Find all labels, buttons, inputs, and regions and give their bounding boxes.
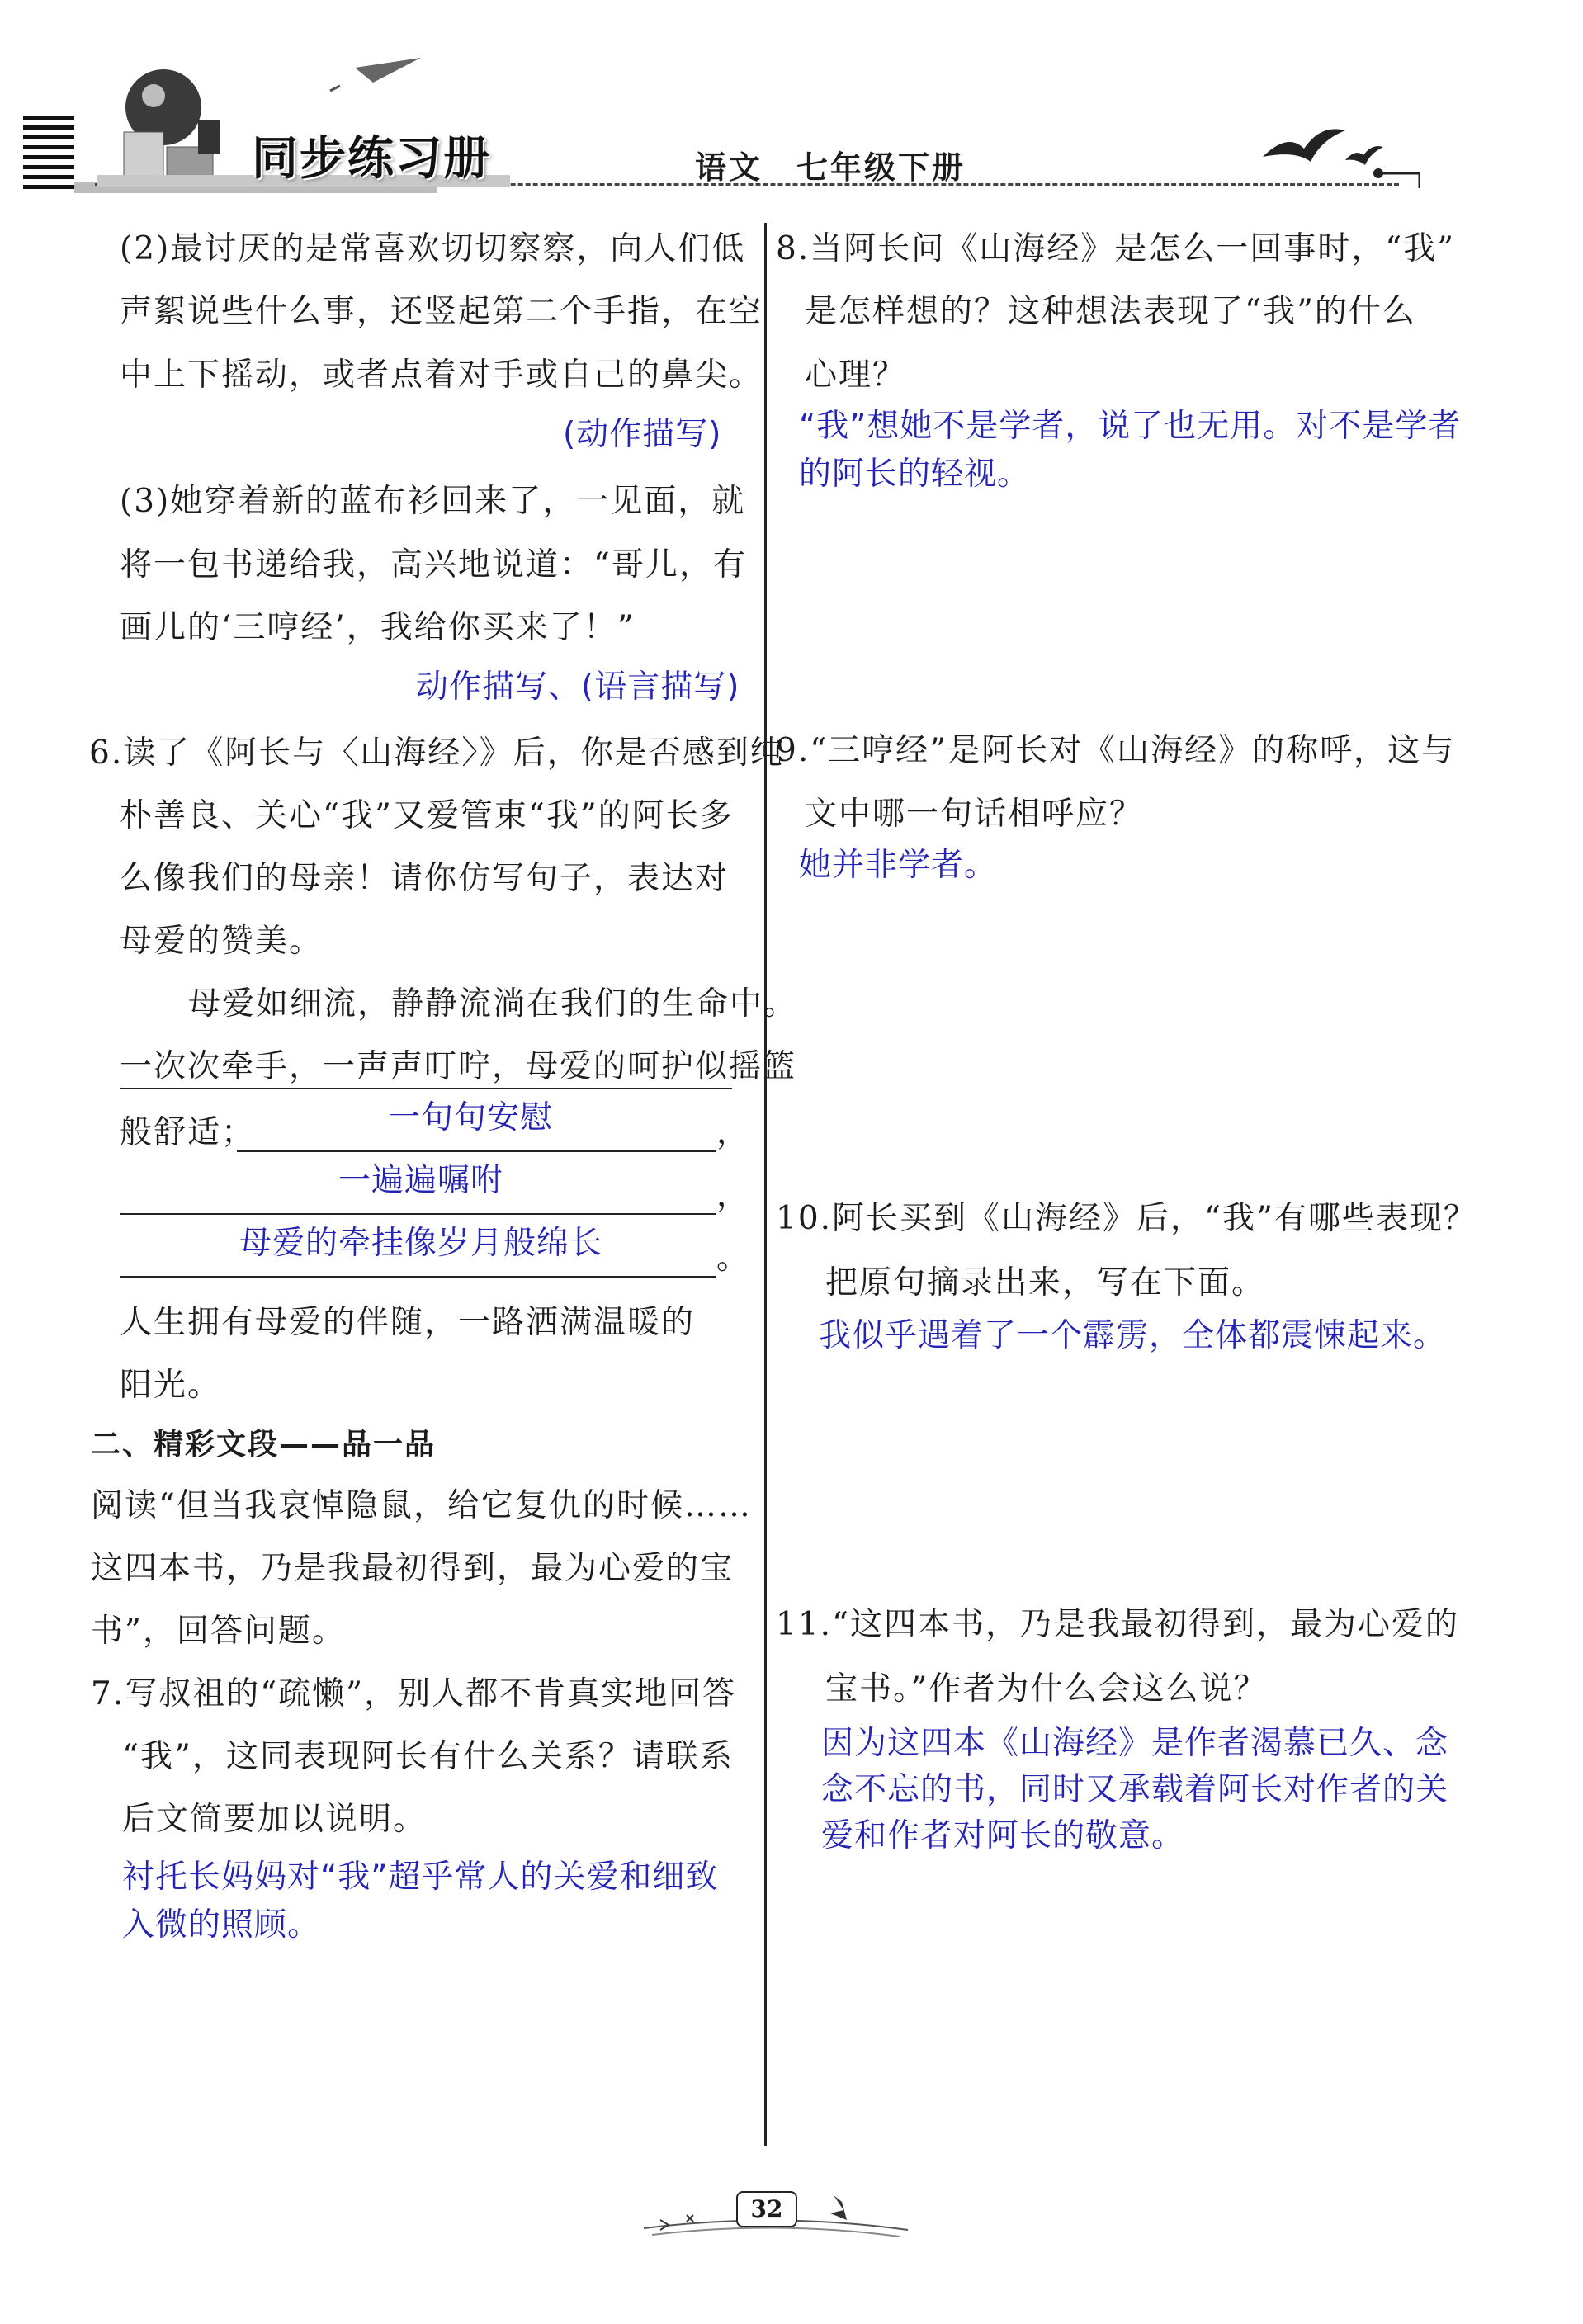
q6-ending-line-1: 人生拥有母爱的伴随，一路洒满温暖的 — [120, 1304, 696, 1341]
q6-fill-blank-2 — [120, 1213, 716, 1215]
q10-answer: 我似乎遇着了一个霹雳，全体都震悚起来。 — [819, 1317, 1447, 1354]
q6-fill-answer-1: 一句句安慰 — [388, 1099, 554, 1136]
q6-line-2: 朴善良、关心“我”又爱管束“我”的阿长多 — [120, 797, 734, 834]
q7-line-3: 后文简要加以说明。 — [122, 1801, 428, 1838]
q11-line-2: 宝书。”作者为什么会这么说？ — [825, 1670, 1268, 1708]
q6-prompt-underline — [120, 1088, 732, 1089]
q9-answer: 她并非学者。 — [799, 847, 998, 884]
q8-answer-line-1: “我”想她不是学者，说了也无用。对不是学者 — [799, 408, 1462, 445]
q6-fill-blank-1 — [237, 1150, 716, 1152]
q7-answer-line-2: 入微的照顾。 — [122, 1906, 321, 1944]
item3-line-3: 画儿的‘三哼经’，我给你买来了！” — [120, 609, 636, 646]
q8-line-3: 心理？ — [805, 357, 907, 394]
q7-line-2: “我”，这同表现阿长有什么关系？请联系 — [122, 1738, 734, 1775]
section2-heading: 二、精彩文段——品一品 — [91, 1428, 437, 1462]
header-subject: 语文 七年级下册 — [695, 149, 966, 186]
q6-prompt-line-2: 一次次牵手，一声声叮咛，母爱的呵护似摇篮 — [120, 1048, 797, 1085]
item2-answer: (动作描写) — [563, 416, 722, 453]
q6-fill-comma-2: ， — [716, 1177, 751, 1214]
q6-fill-blank-3 — [120, 1276, 716, 1278]
q6-fill-answer-3: 母爱的牵挂像岁月般绵长 — [239, 1225, 603, 1262]
q6-fill-period: 。 — [716, 1240, 751, 1277]
section2-line-3: 书”，回答问题。 — [91, 1613, 346, 1650]
q6-line-4: 母爱的赞美。 — [120, 923, 324, 960]
q6-line-1: 6.读了《阿长与〈山海经〉》后，你是否感到纯 — [89, 735, 784, 772]
page-number: 32 — [736, 2191, 797, 2227]
item3-line-2: 将一包书递给我，高兴地说道：“哥儿，有 — [120, 546, 747, 583]
q6-prompt-line-3: 般舒适； — [120, 1114, 256, 1151]
q11-answer-line-3: 爱和作者对阿长的敬意。 — [821, 1817, 1185, 1854]
item2-line-3: 中上下摇动，或者点着对手或自己的鼻尖。 — [120, 357, 763, 394]
q6-fill-comma-1: ， — [716, 1114, 751, 1151]
q8-line-1: 8.当阿长问《山海经》是怎么一回事时，“我” — [776, 230, 1456, 267]
q11-line-1: 11.“这四本书，乃是我最初得到，最为心爱的 — [776, 1606, 1459, 1643]
section2-line-2: 这四本书，乃是我最初得到，最为心爱的宝 — [91, 1550, 735, 1587]
q9-line-1: 9.“三哼经”是阿长对《山海经》的称呼，这与 — [776, 732, 1456, 769]
item3-answer: 动作描写、(语言描写) — [416, 668, 740, 706]
q11-answer-line-2: 念不忘的书，同时又承载着阿长对作者的关 — [821, 1771, 1449, 1808]
item3-line-1: (3)她穿着新的蓝布衫回来了，一见面，就 — [120, 483, 746, 520]
q11-answer-line-1: 因为这四本《山海经》是作者渴慕已久、念 — [821, 1725, 1449, 1762]
q10-line-2: 把原句摘录出来，写在下面。 — [825, 1264, 1266, 1301]
q6-prompt-line-1: 母爱如细流，静静流淌在我们的生命中。 — [188, 985, 798, 1023]
birds-icon — [1255, 116, 1420, 190]
column-divider — [764, 223, 767, 2146]
q7-answer-line-1: 衬托长妈妈对“我”超乎常人的关爱和细致 — [122, 1859, 719, 1896]
item2-line-2: 声絮说些什么事，还竖起第二个手指，在空 — [120, 293, 763, 330]
q7-line-1: 7.写叔祖的“疏懒”，别人都不肯真实地回答 — [91, 1675, 737, 1712]
section2-line-1: 阅读“但当我哀悼隐鼠，给它复仇的时候…… — [91, 1487, 752, 1524]
q6-line-3: 么像我们的母亲！请你仿写句子，表达对 — [120, 860, 730, 897]
q8-line-2: 是怎样想的？这种想法表现了“我”的什么 — [805, 293, 1416, 330]
q6-ending-line-2: 阳光。 — [120, 1367, 222, 1404]
item2-line-1: (2)最讨厌的是常喜欢切切察察，向人们低 — [120, 230, 746, 267]
q10-line-1: 10.阿长买到《山海经》后，“我”有哪些表现？ — [776, 1200, 1477, 1237]
q8-answer-line-2: 的阿长的轻视。 — [799, 456, 1031, 493]
header-title: 同步练习册 — [252, 132, 491, 186]
q9-line-2: 文中哪一句话相呼应？ — [805, 796, 1144, 833]
q6-fill-answer-2: 一遍遍嘱咐 — [338, 1162, 504, 1199]
